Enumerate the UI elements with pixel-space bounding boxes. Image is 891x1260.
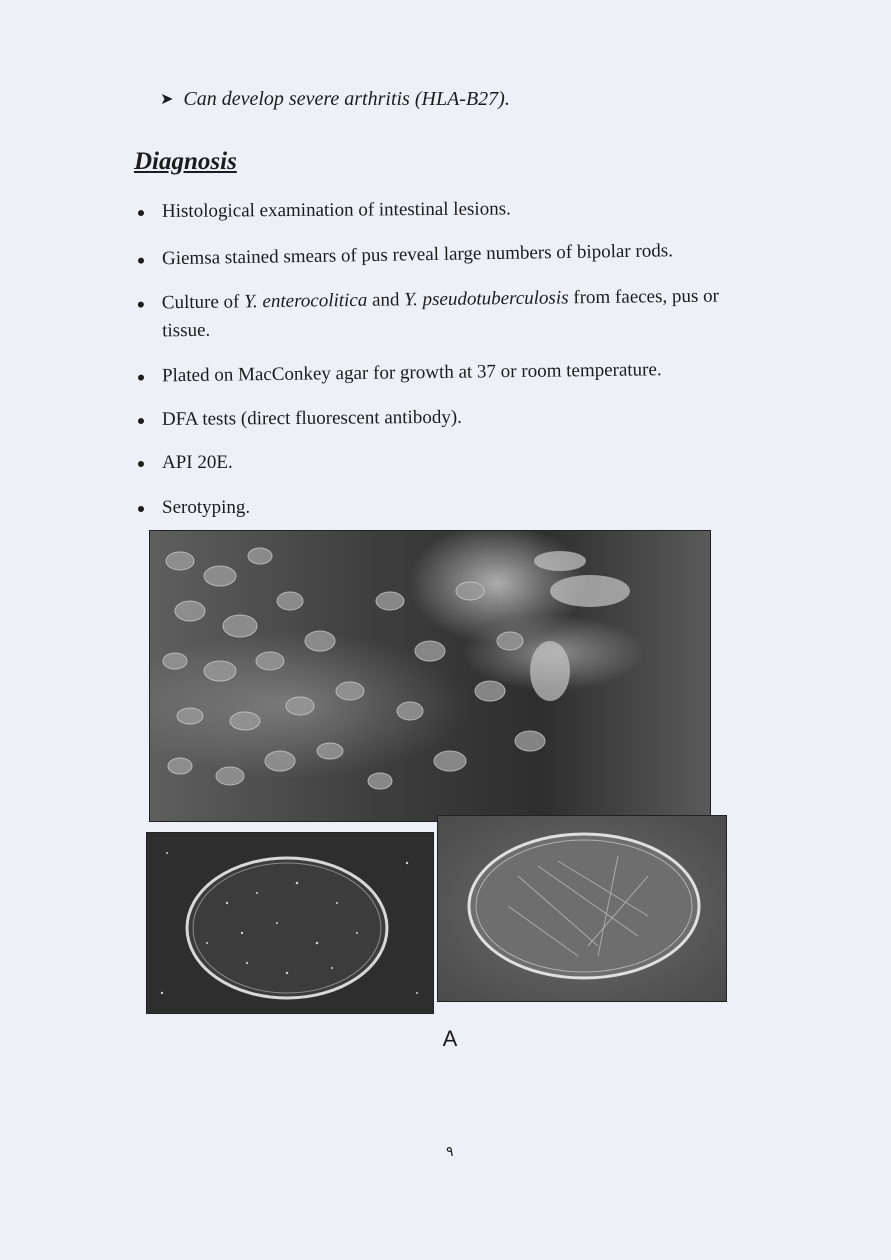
list-item <box>134 194 734 226</box>
list-item-text: Giemsa stained smears of pus reveal large numbers of bipolar rods. <box>161 240 674 270</box>
list-item-text: DFA tests (direct fluorescent antibody). <box>161 406 462 430</box>
culture-plate-photo-2 <box>437 815 727 1002</box>
bullet-dot-icon <box>138 210 144 216</box>
list-item <box>134 402 734 434</box>
list-item-text: Serotyping. <box>162 497 251 518</box>
bullet-dot-icon <box>138 375 144 381</box>
bullet-dot-icon <box>138 461 144 467</box>
petri-dish-illustration <box>147 833 433 1013</box>
culture-plate-photo-1 <box>146 832 434 1014</box>
petri-dish-illustration <box>438 816 726 1001</box>
organism-name: Y. enterocolitica <box>244 289 368 313</box>
diagnosis-list <box>134 196 734 539</box>
bacterial-colonies-photo <box>149 530 711 822</box>
arrowhead-bullet-icon: ➤ <box>160 91 174 108</box>
list-item <box>134 355 734 390</box>
bullet-dot-icon <box>138 258 144 264</box>
list-item-text-pre: Culture of <box>161 291 245 314</box>
list-item <box>134 236 734 273</box>
intro-point <box>160 88 510 111</box>
list-item-text: Plated on MacConkey agar for growth at 37 or room temperature. <box>161 359 662 387</box>
bullet-dot-icon <box>138 506 144 512</box>
intro-point-text: Can develop severe arthritis (HLA-B27). <box>183 88 510 110</box>
bullet-dot-icon <box>138 418 144 424</box>
organism-name: Y. pseudotuberculosis <box>404 287 569 311</box>
list-item <box>134 449 734 477</box>
list-item <box>134 494 734 522</box>
bullet-dot-icon <box>138 302 144 308</box>
section-heading: Diagnosis <box>134 148 237 175</box>
figure-caption: A <box>442 1026 458 1051</box>
list-item <box>134 282 735 345</box>
list-item-text: Histological examination of intestinal lesions. <box>161 198 511 222</box>
page-number: ٩ <box>446 1144 454 1160</box>
list-item-text: API 20E. <box>162 452 233 473</box>
list-item-text-mid: and <box>367 289 405 311</box>
colonies-illustration <box>150 531 710 821</box>
list-item-text-post: from faeces, pus or tissue. <box>162 285 720 342</box>
